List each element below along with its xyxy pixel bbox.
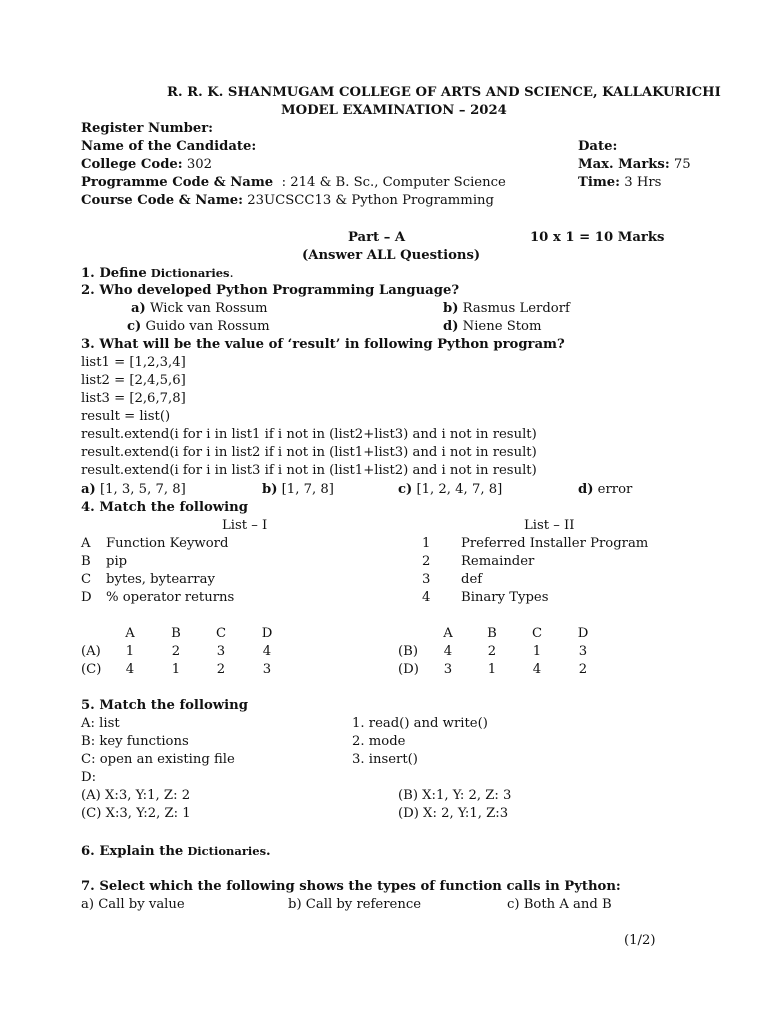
match-row-letter: A	[81, 536, 91, 551]
grid-col-head: B	[487, 626, 497, 641]
q4-option-b-label: (B)	[398, 644, 418, 659]
question-2-text: 2. Who developed Python Programming Language?	[81, 283, 460, 298]
grid-cell: 4	[125, 662, 135, 677]
grid-cell: 1	[171, 662, 181, 677]
course-value: 23UCSCC13 & Python Programming	[243, 193, 494, 208]
question-1-term: Dictionaries	[146, 266, 230, 280]
q2-option-a-label: a)	[131, 301, 146, 316]
question-6-term: Dictionaries	[183, 844, 267, 858]
q7-option-a: a) Call by value	[81, 897, 185, 912]
q5-left-item: B: key functions	[81, 734, 189, 749]
q3-code-line: result.extend(i for i in list3 if i not in (list1+list2) and i not in result)	[81, 463, 537, 478]
grid-cell: 1	[487, 662, 497, 677]
match-row-answer: Preferred Installer Program	[461, 536, 649, 551]
q3-option-b-text: [1, 7, 8]	[277, 482, 334, 497]
grid-cell: 1	[532, 644, 542, 659]
q5-option-d: (D) X: 2, Y:1, Z:3	[398, 806, 509, 821]
q5-left-item: C: open an existing file	[81, 752, 235, 767]
match-row-item: Function Keyword	[106, 536, 229, 551]
grid-cell: 3	[578, 644, 588, 659]
match-row-answer: def	[461, 572, 483, 587]
college-code-label: College Code:	[81, 157, 183, 172]
time-label: Time:	[578, 175, 621, 190]
question-1-end: .	[229, 266, 234, 281]
part-marks: 10 x 1 = 10 Marks	[530, 230, 665, 245]
q3-code-line: result.extend(i for i in list2 if i not in (list1+list3) and i not in result)	[81, 445, 537, 460]
part-instruction: (Answer ALL Questions)	[302, 248, 481, 263]
q2-option-b-label: b)	[443, 301, 459, 316]
q3-option-a	[81, 481, 186, 499]
programme-label: Programme Code & Name	[81, 175, 274, 190]
q3-option-c	[398, 481, 502, 499]
grid-col-head: D	[577, 626, 589, 641]
q2-option-b-text: Rasmus Lerdorf	[458, 301, 570, 316]
q3-option-d	[578, 481, 632, 499]
q2-option-b	[443, 300, 570, 318]
match-row-number: 1	[422, 536, 431, 551]
q3-option-b	[262, 481, 334, 499]
college-code-row	[81, 156, 212, 174]
grid-cell: 2	[487, 644, 497, 659]
match-row-item: % operator returns	[106, 590, 235, 605]
grid-cell: 2	[578, 662, 588, 677]
programme-value: : 214 & B. Sc., Computer Science	[273, 175, 506, 190]
match-row-letter: C	[81, 572, 92, 587]
match-row-item: bytes, bytearray	[106, 572, 215, 587]
grid-col-head: D	[261, 626, 273, 641]
register-number-label: Register Number:	[81, 121, 214, 136]
q3-option-c-text: [1, 2, 4, 7, 8]	[412, 482, 503, 497]
college-name: R. R. K. SHANMUGAM COLLEGE OF ARTS AND SCIENCE, KALLAKURICHI	[167, 85, 721, 100]
grid-cell: 2	[216, 662, 226, 677]
grid-col-head: B	[171, 626, 181, 641]
question-4-text: 4. Match the following	[81, 500, 248, 515]
q4-option-d-label: (D)	[398, 662, 419, 677]
q5-option-b: (B) X:1, Y: 2, Z: 3	[398, 788, 512, 803]
question-7-text: 7. Select which the following shows the types of function calls in Python:	[81, 879, 621, 894]
q5-left-item: A: list	[81, 716, 120, 731]
q3-option-d-text: error	[593, 482, 633, 497]
grid-cell: 3	[216, 644, 226, 659]
q3-code-line: list2 = [2,4,5,6]	[81, 373, 186, 388]
grid-cell: 3	[262, 662, 272, 677]
match-row-letter: D	[81, 590, 92, 605]
q4-option-c-label: (C)	[81, 662, 102, 677]
q3-option-b-label: b)	[262, 482, 278, 497]
q5-left-item: D:	[81, 770, 97, 785]
question-6-text: 6. Explain the	[81, 844, 184, 859]
part-title: Part – A	[348, 230, 406, 245]
q2-option-d-text: Niene Stom	[458, 319, 542, 334]
question-1-text: 1. Define	[81, 266, 147, 281]
grid-cell: 3	[443, 662, 453, 677]
q3-option-c-label: c)	[398, 482, 413, 497]
q2-option-c-text: Guido van Rossum	[141, 319, 270, 334]
match-row-number: 2	[422, 554, 431, 569]
question-5-text: 5. Match the following	[81, 698, 248, 713]
page-number: (1/2)	[624, 933, 656, 948]
q3-code-line: result.extend(i for i in list1 if i not in (list2+list3) and i not in result)	[81, 427, 537, 442]
list-1-heading: List – I	[222, 518, 268, 533]
match-row-number: 4	[422, 590, 431, 605]
match-row-letter: B	[81, 554, 91, 569]
course-label: Course Code & Name:	[81, 193, 244, 208]
q3-code-line: list3 = [2,6,7,8]	[81, 391, 186, 406]
max-marks-label: Max. Marks:	[578, 157, 670, 172]
q2-option-c-label: c)	[127, 319, 142, 334]
max-marks-row	[578, 156, 691, 174]
q7-option-b: b) Call by reference	[288, 897, 422, 912]
q5-right-item: 2. mode	[352, 734, 406, 749]
exam-title: MODEL EXAMINATION – 2024	[281, 103, 507, 118]
q3-code-line: list1 = [1,2,3,4]	[81, 355, 186, 370]
match-row-number: 3	[422, 572, 431, 587]
question-1	[81, 264, 234, 283]
max-marks-value: 75	[669, 157, 691, 172]
q2-option-d-label: d)	[443, 319, 459, 334]
question-6-end: .	[266, 844, 271, 859]
grid-cell: 4	[443, 644, 453, 659]
college-code-value: 302	[182, 157, 213, 172]
match-row-answer: Remainder	[461, 554, 535, 569]
q3-option-a-label: a)	[81, 482, 96, 497]
candidate-name-label: Name of the Candidate:	[81, 139, 257, 154]
grid-cell: 4	[532, 662, 542, 677]
grid-col-head: A	[125, 626, 135, 641]
grid-cell: 1	[125, 644, 135, 659]
q3-option-a-text: [1, 3, 5, 7, 8]	[95, 482, 186, 497]
match-row-answer: Binary Types	[461, 590, 549, 605]
q2-option-a-text: Wick van Rossum	[145, 301, 268, 316]
q4-option-a-label: (A)	[81, 644, 101, 659]
q7-option-c: c) Both A and B	[507, 897, 612, 912]
list-2-heading: List – II	[524, 518, 575, 533]
course-row	[81, 192, 494, 210]
q3-code-line: result = list()	[81, 409, 171, 424]
time-row	[578, 174, 661, 192]
programme-row	[81, 174, 506, 192]
question-6	[81, 842, 271, 861]
q5-option-a: (A) X:3, Y:1, Z: 2	[81, 788, 191, 803]
grid-cell: 4	[262, 644, 272, 659]
q5-right-item: 3. insert()	[352, 752, 418, 767]
q5-option-c: (C) X:3, Y:2, Z: 1	[81, 806, 191, 821]
q2-option-c	[127, 318, 270, 336]
grid-col-head: C	[531, 626, 543, 641]
q2-option-d	[443, 318, 542, 336]
grid-col-head: A	[443, 626, 453, 641]
grid-cell: 2	[171, 644, 181, 659]
date-label: Date:	[578, 139, 618, 154]
q2-option-a	[131, 300, 268, 318]
grid-col-head: C	[215, 626, 227, 641]
time-value: 3 Hrs	[620, 175, 662, 190]
q3-option-d-label: d)	[578, 482, 594, 497]
question-3-text: 3. What will be the value of ‘result’ in following Python program?	[81, 337, 565, 352]
match-row-item: pip	[106, 554, 128, 569]
q5-right-item: 1. read() and write()	[352, 716, 488, 731]
